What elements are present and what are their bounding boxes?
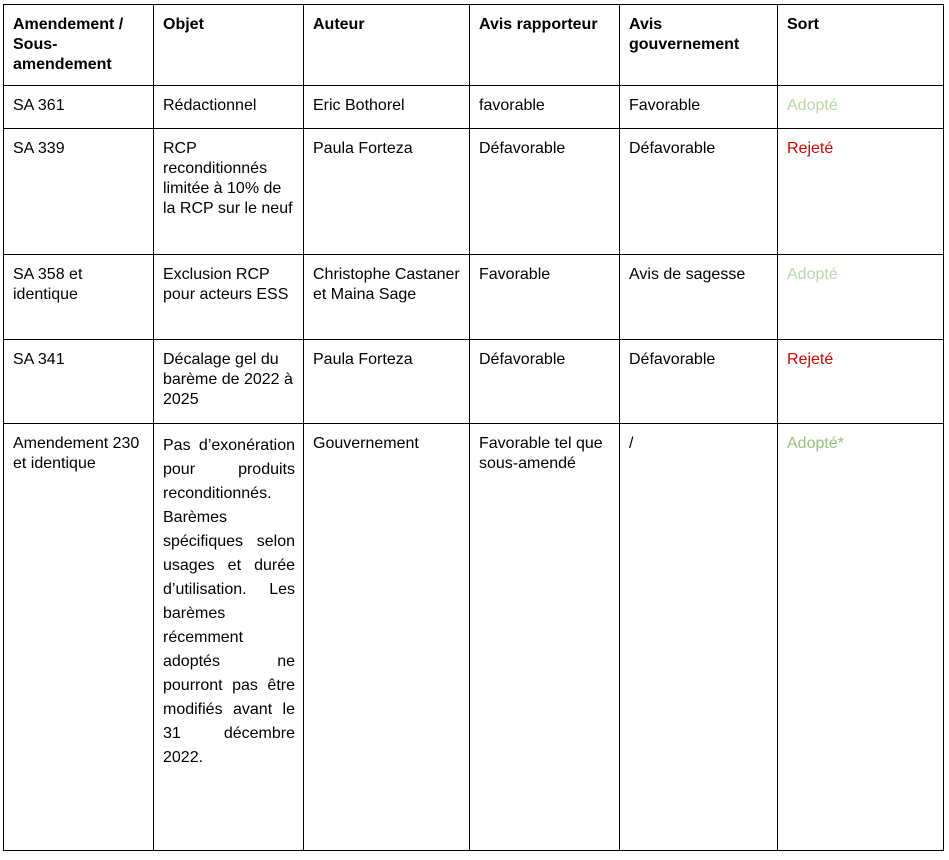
cell-auteur: Christophe Castaner et Maina Sage: [304, 255, 470, 340]
cell-avis-gouvernement: Défavorable: [620, 129, 778, 255]
cell-sort: Adopté: [778, 255, 944, 340]
table-row: [4, 86, 944, 129]
cell-amendement: SA 341: [4, 340, 154, 424]
cell-sort: Adopté*: [778, 424, 944, 851]
cell-avis-rapporteur: Favorable tel que sous-amendé: [470, 424, 620, 851]
cell-objet: Décalage gel du barème de 2022 à 2025: [154, 340, 304, 424]
table-row: [4, 424, 944, 851]
cell-avis-gouvernement: Avis de sagesse: [620, 255, 778, 340]
cell-amendement: SA 339: [4, 129, 154, 255]
cell-objet: Pas d’exonération pour produits reconditionnés. Barèmes spécifiques selon usages et durée d’utilisation. Les barèmes récemment adoptés ne pourront pas être modifiés avant le 31 décembre 2022.: [154, 424, 304, 851]
table-row: [4, 129, 944, 255]
table-row: [4, 340, 944, 424]
header-auteur: Auteur: [304, 5, 470, 86]
header-row: [4, 5, 944, 86]
cell-objet: Exclusion RCP pour acteurs ESS: [154, 255, 304, 340]
cell-amendement: SA 358 et identique: [4, 255, 154, 340]
cell-objet: Rédactionnel: [154, 86, 304, 129]
cell-avis-gouvernement: /: [620, 424, 778, 851]
header-sort: Sort: [778, 5, 944, 86]
amendments-table: [3, 4, 944, 851]
cell-avis-gouvernement: Favorable: [620, 86, 778, 129]
cell-auteur: Paula Forteza: [304, 340, 470, 424]
cell-amendement: SA 361: [4, 86, 154, 129]
cell-sort: Rejeté: [778, 129, 944, 255]
cell-sort: Adopté: [778, 86, 944, 129]
cell-sort: Rejeté: [778, 340, 944, 424]
cell-auteur: Paula Forteza: [304, 129, 470, 255]
cell-avis-rapporteur: Défavorable: [470, 129, 620, 255]
cell-auteur: Eric Bothorel: [304, 86, 470, 129]
cell-avis-rapporteur: Favorable: [470, 255, 620, 340]
cell-avis-rapporteur: Défavorable: [470, 340, 620, 424]
cell-auteur: Gouvernement: [304, 424, 470, 851]
cell-avis-rapporteur: favorable: [470, 86, 620, 129]
header-amendement: Amendement / Sous-amendement: [4, 5, 154, 86]
header-avis-rapporteur: Avis rapporteur: [470, 5, 620, 86]
cell-avis-gouvernement: Défavorable: [620, 340, 778, 424]
table-row: [4, 255, 944, 340]
header-avis-gouvernement: Avis gouvernement: [620, 5, 778, 86]
header-objet: Objet: [154, 5, 304, 86]
cell-objet: RCP reconditionnés limitée à 10% de la RCP sur le neuf: [154, 129, 304, 255]
cell-amendement: Amendement 230 et identique: [4, 424, 154, 851]
